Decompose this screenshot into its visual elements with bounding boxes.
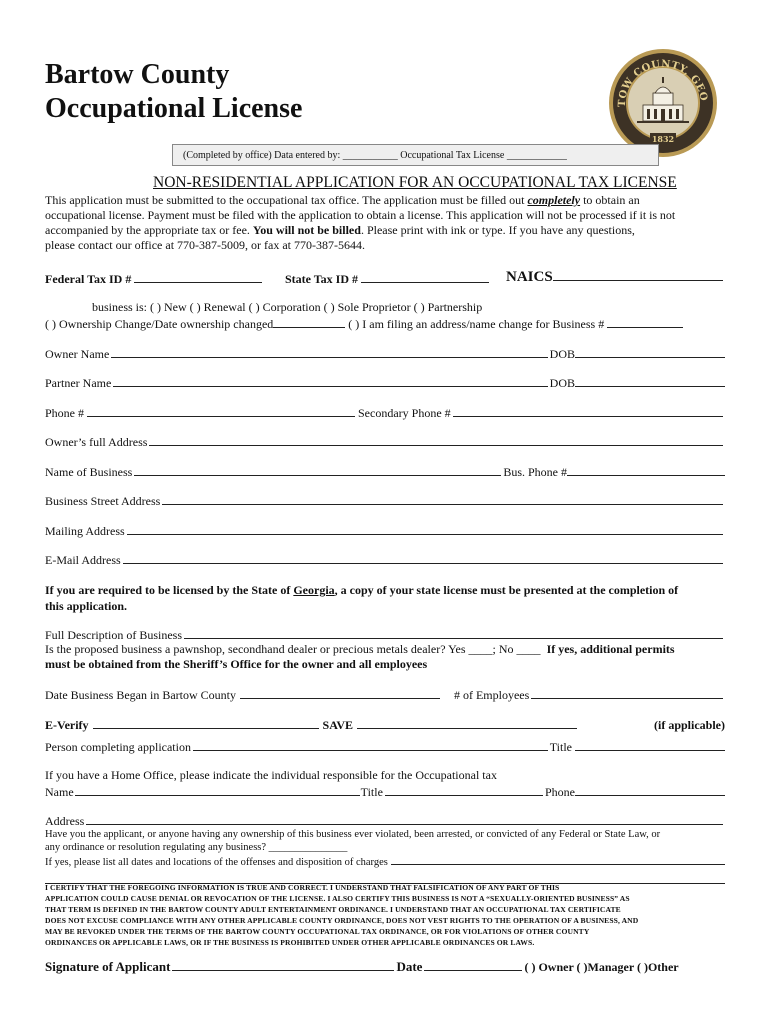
save-label: SAVE [322, 718, 354, 732]
bus-phone-field[interactable] [567, 463, 725, 476]
home-office-address-row [45, 813, 725, 829]
naics-field[interactable] [553, 266, 723, 281]
bus-phone-label: Bus. Phone # [503, 465, 567, 479]
owner-address-row [45, 434, 725, 450]
person-completing-field[interactable] [193, 739, 548, 751]
signature-date-label: Date [396, 959, 423, 974]
owner-dob-label: DOB [549, 347, 575, 361]
secondary-phone-label: Secondary Phone # [358, 406, 451, 420]
owner-address-field[interactable] [149, 434, 723, 446]
person-title-label: Title [549, 740, 572, 754]
naics-label: NAICS [506, 269, 553, 285]
email-row [45, 552, 725, 568]
date-began-field[interactable] [240, 686, 440, 699]
signature-row [45, 958, 725, 975]
application-heading: NON-RESIDENTIAL APPLICATION FOR AN OCCUPATIONAL TAX LICENSE [153, 174, 677, 191]
save-field[interactable] [357, 716, 577, 729]
owner-address-label: Owner’s full Address [45, 435, 148, 449]
business-name-field[interactable] [134, 464, 501, 476]
description-label: Full Description of Business [45, 628, 182, 642]
page-title-line1: Bartow County [45, 59, 230, 90]
employees-field[interactable] [531, 687, 723, 699]
office-use-text: (Completed by office) Data entered by: ___________ Occupational Tax License ____________ [183, 150, 567, 161]
phone-field[interactable] [87, 404, 355, 417]
signature-label: Signature of Applicant [45, 959, 171, 974]
owner-name-row [45, 345, 725, 362]
street-address-label: Business Street Address [45, 494, 161, 508]
mailing-address-field[interactable] [127, 523, 723, 535]
page-title-line2: Occupational License [45, 93, 303, 124]
business-name-label: Name of Business [45, 465, 133, 479]
email-field[interactable] [123, 552, 723, 564]
svg-text:BARTOW COUNTY, GEORGIA: TOW COUNTY, GEO [616, 58, 709, 108]
home-office-address-label: Address [45, 814, 85, 828]
partner-dob-label: DOB [549, 376, 575, 390]
intro-line3: accompanied by the appropriate tax or fee. You will not be billed. Please print with ink or type. If you have any questions, [45, 223, 635, 237]
tax-id-row [45, 270, 262, 287]
seal-icon [607, 47, 719, 159]
partner-name-label: Partner Name [45, 376, 112, 390]
violations-details-label: If yes, please list all dates and locations of the offenses and disposition of charges [45, 857, 388, 868]
violations-question: Have you the applicant, or anyone having any ownership of this business ever violated, been arrested, or convicted of any Federal or State Law, or [45, 829, 661, 840]
secondary-phone-field[interactable] [453, 405, 723, 417]
street-address-row [45, 493, 725, 509]
violations-details-row [45, 854, 725, 869]
mailing-address-row [45, 523, 725, 539]
violations-question-2[interactable]: any ordinance or resolution regulating any business? _______________ [45, 842, 348, 853]
person-completing-label: Person completing application [45, 740, 191, 754]
description-row [45, 627, 725, 643]
home-office-phone-field[interactable] [575, 783, 725, 796]
if-applicable-note: (if applicable) [654, 718, 725, 732]
violations-section [45, 828, 735, 884]
everify-row [45, 716, 725, 733]
violations-details-field[interactable] [391, 854, 725, 865]
state-tax-id-row [285, 270, 489, 287]
home-office-intro: If you have a Home Office, please indicate the individual responsible for the Occupational tax [45, 768, 497, 782]
signature-field[interactable] [172, 958, 394, 971]
certification-text: I CERTIFY THAT THE FOREGOING INFORMATION IS TRUE AND CORRECT. I UNDERSTAND THAT FALSIFICATION OF ANY PART OF THIS APPLICATION COULD CAUSE DENIAL OR REVOCATION OF THE LICENSE. I ALSO CERTIFY THIS BUSINESS IS NOT A “SEXUALLY-ORIENTED BUSINESS” AS THAT TERM IS DEFINED IN THE BARTOW COUNTY ADULT ENTERTAINMENT ORDINANCE. I UNDERSTAND THAT AN OCCUPATIONAL TAX CERTIFICATE DOES NOT EXCUSE COMPLIANCE WITH ANY OTHER APPLICABLE COUNTY ORDINANCE, DOES NOT VEST RIGHTS TO THE OPERATION OF A BUSINESS, AND MAY BE REVOKED UNDER THE TERMS OF THE BARTOW COUNTY OCCUPATIONAL TAX ORDINANCE, OR FOR VIOLATIONS OF OTHER COUNTY ORDINANCES OR APPLICABLE LAWS, OR IF THE BUSINESS IS PROHIBITED UNDER OTHER APPLICABLE ORDINANCES OR LAWS. [45, 883, 639, 947]
description-field[interactable] [184, 627, 723, 639]
person-completing-row [45, 738, 725, 755]
partner-name-field[interactable] [113, 375, 547, 387]
home-office-name-field[interactable] [75, 783, 360, 796]
pawnshop-question: Is the proposed business a pawnshop, secondhand dealer or precious metals dealer? Yes ____; No ____ If yes, additional permits [45, 642, 675, 656]
everify-label: E-Verify [45, 718, 89, 732]
federal-tax-id-field[interactable] [134, 270, 262, 283]
business-began-row [45, 686, 725, 703]
signer-role-options[interactable]: ( ) Owner ( )Manager ( )Other [524, 960, 679, 974]
person-title-field[interactable] [575, 738, 725, 751]
partner-name-row [45, 374, 725, 391]
email-label: E-Mail Address [45, 553, 121, 567]
business-type-options[interactable]: business is: ( ) New ( ) Renewal ( ) Corporation ( ) Sole Proprietor ( ) Partnership [92, 300, 483, 314]
county-seal [607, 47, 719, 159]
sheriff-permit-note: must be obtained from the Sheriff’s Office for the owner and all employees [45, 657, 428, 671]
employees-label: # of Employees [453, 688, 530, 702]
signature-date-field[interactable] [424, 958, 522, 971]
owner-dob-field[interactable] [575, 345, 725, 358]
date-began-label: Date Business Began in Bartow County [45, 688, 236, 702]
mailing-address-label: Mailing Address [45, 524, 125, 538]
state-tax-id-field[interactable] [361, 270, 489, 283]
phone-label: Phone # [45, 406, 84, 420]
state-tax-id-label: State Tax ID # [285, 272, 359, 286]
partner-dob-field[interactable] [575, 374, 725, 387]
home-office-title-label: Title [360, 785, 383, 799]
phone-row [45, 404, 725, 421]
intro-line2: occupational license. Payment must be filed with the application to obtain a license. This application will not be processed if it is not [45, 208, 676, 222]
state-license-notice: If you are required to be licensed by the State of Georgia, a copy of your state license must be presented at the completion of this application. [45, 583, 679, 613]
home-office-phone-label: Phone [545, 785, 575, 799]
home-office-name-label: Name [45, 785, 74, 799]
home-office-name-row [45, 783, 725, 800]
ownership-change-row[interactable]: ( ) Ownership Change/Date ownership changed ( ) I am filing an address/name change for Business # [45, 315, 683, 332]
svg-text:1832: 1832 [651, 134, 675, 144]
everify-field[interactable] [93, 716, 319, 729]
federal-tax-id-label: Federal Tax ID # [45, 272, 132, 286]
intro-line1: This application must be submitted to the occupational tax office. The application must be filled out completely to obtain an [45, 193, 640, 207]
naics-row [506, 266, 723, 286]
intro-line4: please contact our office at 770-387-5009, or fax at 770-387-5644. [45, 238, 366, 252]
office-use-box [172, 144, 659, 166]
owner-name-field[interactable] [111, 346, 547, 358]
intro-paragraph [45, 193, 725, 253]
business-name-row [45, 463, 725, 480]
home-office-title-field[interactable] [385, 784, 543, 796]
home-office-address-field[interactable] [86, 813, 723, 825]
street-address-field[interactable] [162, 493, 723, 505]
owner-name-label: Owner Name [45, 347, 110, 361]
